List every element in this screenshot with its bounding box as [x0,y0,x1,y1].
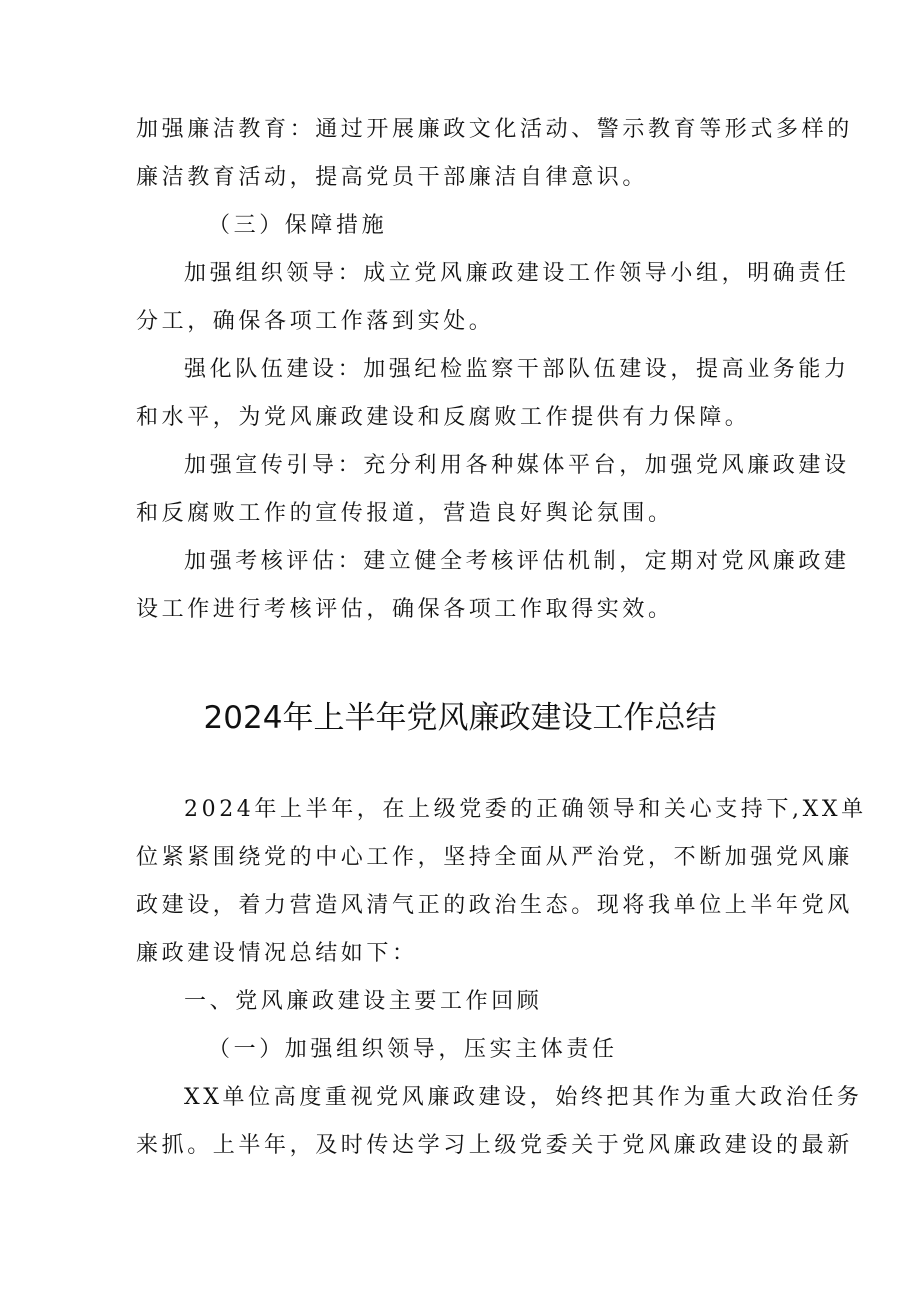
paragraph-line: 位紧紧围绕党的中心工作，坚持全面从严治党，不断加强党风廉 [136,845,853,870]
paragraph-line: 廉政建设情况总结如下： [136,941,418,966]
section-heading: 一、党风廉政建设主要工作回顾 [184,989,543,1014]
paragraph-line: 强化队伍建设：加强纪检监察干部队伍建设，提高业务能力 [184,357,850,382]
paragraph-line: 廉洁教育活动，提高党员干部廉洁自律意识。 [136,165,649,190]
paragraph-line: 设工作进行考核评估，确保各项工作取得实效。 [136,597,674,622]
paragraph-line: 加强组织领导：成立党风廉政建设工作领导小组，明确责任 [184,261,850,286]
paragraph-line: 政建设，着力营造风清气正的政治生态。现将我单位上半年党风 [136,893,853,918]
paragraph-line: XX单位高度重视党风廉政建设，始终把其作为重大政治任务 [184,1085,863,1110]
section-heading: （三）保障措施 [208,213,388,238]
paragraph-line: 和水平，为党风廉政建设和反腐败工作提供有力保障。 [136,405,751,430]
paragraph-line: 2024年上半年，在上级党委的正确领导和关心支持下,XX单 [184,797,867,822]
paragraph-line: 加强宣传引导：充分利用各种媒体平台，加强党风廉政建设 [184,453,850,478]
paragraph-line: 来抓。上半年，及时传达学习上级党委关于党风廉政建设的最新 [136,1133,853,1158]
paragraph-line: 加强考核评估：建立健全考核评估机制，定期对党风廉政建 [184,549,850,574]
document-title: 2024年上半年党风廉政建设工作总结 [203,700,717,736]
paragraph-line: 分工，确保各项工作落到实处。 [136,309,495,334]
subsection-heading: （一）加强组织领导，压实主体责任 [208,1037,618,1062]
paragraph-line: 和反腐败工作的宣传报道，营造良好舆论氛围。 [136,501,674,526]
paragraph-line: 加强廉洁教育：通过开展廉政文化活动、警示教育等形式多样的 [136,117,853,142]
